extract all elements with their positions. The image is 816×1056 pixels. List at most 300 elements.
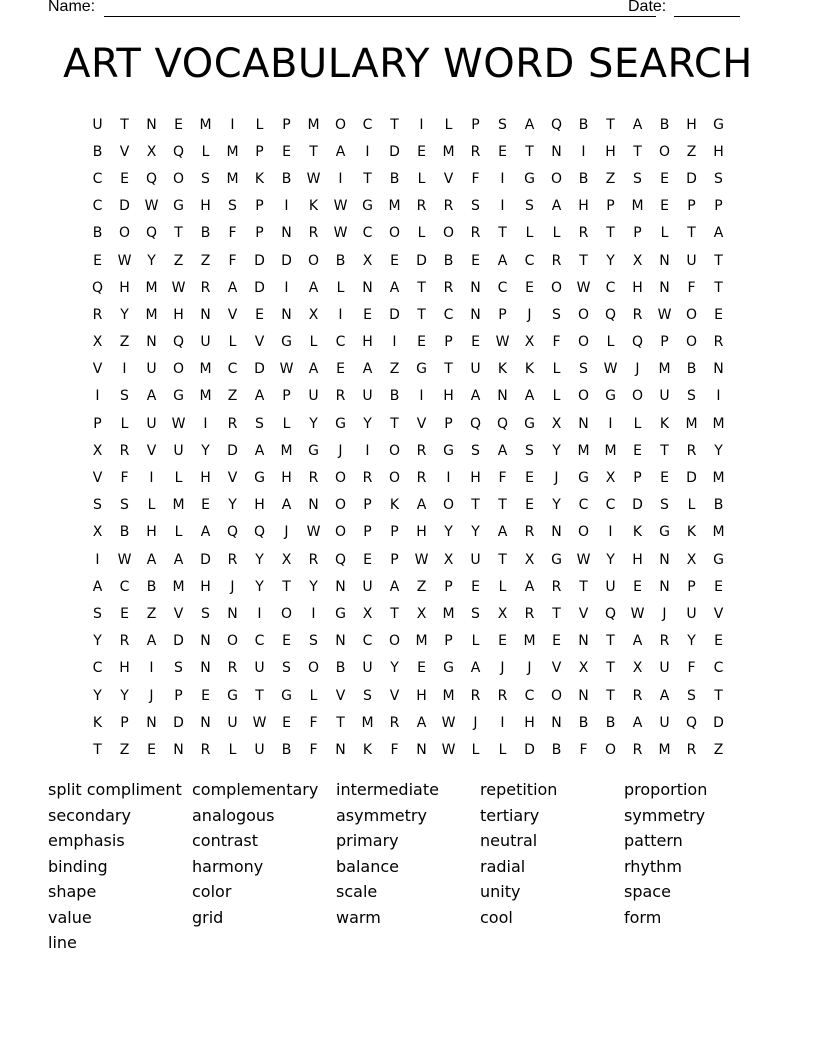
word-list-item: line: [48, 933, 77, 952]
grid-letter: T: [417, 306, 426, 323]
grid-letter: Y: [552, 497, 561, 514]
grid-letter: B: [389, 170, 400, 187]
grid-letter: C: [605, 279, 616, 296]
grid-letter: P: [444, 633, 453, 650]
grid-letter: E: [633, 578, 642, 595]
grid-letter: Z: [200, 252, 211, 269]
grid-letter: X: [686, 551, 697, 568]
grid-letter: N: [200, 633, 211, 650]
grid-letter: P: [363, 497, 372, 514]
grid-letter: S: [282, 660, 291, 677]
grid-letter: O: [172, 361, 185, 378]
grid-letter: W: [414, 551, 429, 568]
grid-letter: B: [578, 714, 589, 731]
grid-letter: N: [578, 687, 589, 704]
grid-letter: W: [576, 279, 591, 296]
grid-letter: E: [147, 741, 156, 758]
grid-letter: A: [524, 578, 535, 595]
grid-letter: G: [713, 116, 724, 133]
grid-letter: T: [93, 741, 102, 758]
grid-letter: Q: [496, 415, 509, 432]
grid-letter: A: [308, 361, 319, 378]
grid-letter: Q: [604, 605, 617, 622]
date-label: Date:: [628, 0, 667, 15]
grid-letter: V: [92, 361, 103, 378]
grid-letter: Y: [255, 551, 264, 568]
grid-letter: K: [686, 524, 697, 541]
grid-letter: N: [335, 633, 346, 650]
grid-letter: R: [119, 442, 130, 459]
grid-letter: O: [550, 687, 563, 704]
word-list-item: symmetry: [624, 805, 706, 825]
grid-letter: I: [203, 415, 208, 432]
grid-letter: O: [577, 524, 590, 541]
grid-letter: T: [363, 170, 372, 187]
grid-letter: X: [362, 252, 373, 269]
grid-letter: V: [92, 470, 103, 487]
grid-letter: F: [309, 741, 318, 758]
grid-letter: A: [308, 279, 319, 296]
grid-letter: N: [578, 415, 589, 432]
grid-letter: G: [335, 605, 346, 622]
grid-letter: N: [659, 279, 670, 296]
grid-letter: I: [500, 198, 505, 215]
grid-letter: G: [551, 551, 562, 568]
grid-letter: M: [199, 116, 212, 133]
grid-letter: R: [389, 714, 400, 731]
grid-letter: O: [550, 279, 563, 296]
grid-letter: M: [361, 714, 374, 731]
grid-letter: S: [201, 605, 210, 622]
grid-letter: O: [334, 116, 347, 133]
grid-letter: Z: [686, 143, 697, 160]
grid-letter: R: [686, 442, 697, 459]
grid-letter: C: [524, 252, 535, 269]
grid-letter: E: [336, 361, 345, 378]
grid-letter: B: [335, 252, 346, 269]
grid-letter: T: [444, 361, 453, 378]
word-list: [48, 777, 768, 956]
grid-letter: T: [714, 687, 723, 704]
grid-letter: E: [552, 633, 561, 650]
grid-letter: K: [389, 497, 400, 514]
grid-letter: S: [471, 605, 480, 622]
grid-letter: I: [608, 415, 613, 432]
grid-letter: B: [686, 361, 697, 378]
grid-letter: H: [416, 524, 427, 541]
grid-letter: H: [470, 470, 481, 487]
grid-letter: W: [117, 252, 132, 269]
grid-letter: I: [230, 116, 235, 133]
grid-letter: W: [603, 361, 618, 378]
grid-letter: C: [362, 116, 373, 133]
grid-letter: O: [334, 524, 347, 541]
grid-letter: T: [471, 497, 480, 514]
grid-letter: N: [578, 633, 589, 650]
grid-letter: Z: [605, 170, 616, 187]
grid-letter: E: [417, 334, 426, 351]
grid-letter: L: [174, 470, 183, 487]
grid-letter: R: [416, 470, 427, 487]
grid-letter: E: [633, 442, 642, 459]
grid-letter: M: [712, 524, 725, 541]
grid-letter: S: [687, 687, 696, 704]
grid-letter: Z: [119, 334, 130, 351]
grid-letter: V: [389, 687, 400, 704]
grid-letter: Y: [444, 524, 453, 541]
word-list-item: cool: [480, 907, 513, 927]
grid-letter: E: [120, 605, 129, 622]
grid-letter: A: [335, 143, 346, 160]
grid-letter: U: [470, 361, 481, 378]
word-list-item: scale: [336, 882, 378, 901]
grid-letter: J: [554, 470, 559, 487]
grid-letter: I: [446, 470, 451, 487]
grid-letter: M: [307, 116, 320, 133]
grid-letter: R: [524, 524, 535, 541]
grid-letter: E: [282, 633, 291, 650]
grid-letter: O: [442, 497, 455, 514]
grid-letter: H: [146, 524, 157, 541]
word-list-item: grid: [192, 907, 224, 927]
grid-letter: A: [524, 116, 535, 133]
grid-letter: P: [606, 198, 615, 215]
grid-letter: R: [200, 741, 211, 758]
grid-letter: G: [281, 687, 292, 704]
grid-letter: D: [281, 252, 292, 269]
grid-letter: Z: [146, 605, 157, 622]
grid-letter: K: [632, 524, 643, 541]
word-list-item: pattern: [624, 831, 683, 850]
grid-letter: C: [497, 279, 508, 296]
grid-letter: P: [471, 116, 480, 133]
grid-letter: W: [117, 551, 132, 568]
grid-letter: M: [172, 497, 185, 514]
grid-letter: V: [713, 605, 724, 622]
grid-letter: P: [390, 551, 399, 568]
grid-letter: T: [255, 687, 264, 704]
grid-letter: Y: [309, 578, 318, 595]
grid-letter: P: [633, 470, 642, 487]
grid-letter: I: [95, 551, 100, 568]
grid-letter: M: [172, 578, 185, 595]
grid-letter: I: [500, 170, 505, 187]
grid-letter: M: [226, 143, 239, 160]
grid-letter: S: [309, 633, 318, 650]
grid-letter: E: [471, 252, 480, 269]
word-list-item: proportion: [624, 780, 708, 799]
grid-letter: W: [171, 415, 186, 432]
grid-letter: E: [363, 306, 372, 323]
grid-letter: X: [632, 252, 643, 269]
grid-letter: Z: [713, 741, 724, 758]
grid-letter: R: [524, 605, 535, 622]
grid-letter: A: [632, 714, 643, 731]
grid-letter: W: [576, 551, 591, 568]
grid-letter: O: [307, 252, 320, 269]
grid-letter: Y: [93, 633, 102, 650]
grid-letter: V: [416, 415, 427, 432]
grid-letter: O: [604, 741, 617, 758]
word-list-item: secondary: [48, 805, 131, 825]
grid-letter: S: [228, 198, 237, 215]
word-list-item: value: [48, 907, 92, 927]
grid-letter: D: [173, 633, 184, 650]
grid-letter: H: [686, 116, 697, 133]
grid-letter: I: [419, 388, 424, 405]
grid-letter: C: [443, 306, 454, 323]
grid-letter: W: [279, 361, 294, 378]
grid-letter: K: [497, 361, 508, 378]
grid-letter: R: [335, 388, 346, 405]
grid-letter: N: [281, 225, 292, 242]
grid-letter: U: [659, 714, 670, 731]
grid-letter: B: [200, 225, 211, 242]
grid-letter: D: [416, 252, 427, 269]
grid-letter: B: [578, 116, 589, 133]
grid-letter: L: [309, 687, 318, 704]
grid-letter: E: [498, 143, 507, 160]
grid-letter: M: [388, 198, 401, 215]
grid-letter: L: [687, 497, 696, 514]
grid-letter: S: [687, 388, 696, 405]
grid-letter: L: [471, 633, 480, 650]
grid-letter: U: [659, 660, 670, 677]
page-title: ART VOCABULARY WORD SEARCH: [63, 41, 753, 87]
grid-letter: X: [497, 605, 508, 622]
grid-letter: J: [635, 361, 640, 378]
grid-letter: R: [443, 198, 454, 215]
grid-letter: R: [686, 741, 697, 758]
grid-letter: M: [631, 198, 644, 215]
grid-letter: V: [551, 660, 562, 677]
grid-letter: A: [524, 388, 535, 405]
grid-letter: Q: [604, 306, 617, 323]
grid-letter: D: [254, 361, 265, 378]
grid-letter: A: [632, 116, 643, 133]
grid-letter: O: [631, 388, 644, 405]
grid-letter: Q: [172, 334, 185, 351]
grid-letter: O: [577, 306, 590, 323]
grid-letter: E: [282, 143, 291, 160]
grid-letter: U: [362, 388, 373, 405]
grid-letter: X: [524, 551, 535, 568]
grid-letter: Z: [119, 741, 130, 758]
grid-letter: R: [416, 198, 427, 215]
grid-letter: C: [119, 578, 130, 595]
grid-letter: G: [659, 524, 670, 541]
grid-letter: O: [577, 334, 590, 351]
grid-letter: F: [228, 225, 237, 242]
grid-letter: A: [497, 252, 508, 269]
grid-letter: H: [443, 388, 454, 405]
grid-letter: Q: [631, 334, 644, 351]
grid-letter: V: [578, 605, 589, 622]
grid-letter: E: [201, 687, 210, 704]
grid-letter: H: [578, 198, 589, 215]
grid-letter: T: [498, 225, 507, 242]
grid-letter: A: [470, 388, 481, 405]
grid-letter: N: [659, 252, 670, 269]
grid-letter: R: [416, 442, 427, 459]
grid-letter: B: [281, 170, 292, 187]
grid-letter: W: [333, 225, 348, 242]
grid-letter: O: [550, 170, 563, 187]
grid-letter: X: [146, 143, 157, 160]
grid-letter: R: [443, 279, 454, 296]
grid-letter: T: [660, 442, 669, 459]
grid-letter: M: [523, 633, 536, 650]
grid-letter: L: [471, 741, 480, 758]
word-list-item: intermediate: [336, 780, 439, 799]
grid-letter: D: [524, 741, 535, 758]
grid-letter: G: [254, 470, 265, 487]
grid-letter: A: [416, 714, 427, 731]
grid-letter: M: [604, 442, 617, 459]
grid-letter: F: [687, 279, 696, 296]
word-list-item: emphasis: [48, 831, 125, 850]
grid-letter: D: [119, 198, 130, 215]
grid-letter: N: [551, 714, 562, 731]
grid-letter: B: [443, 252, 454, 269]
grid-letter: K: [524, 361, 535, 378]
grid-letter: G: [524, 170, 535, 187]
grid-letter: D: [686, 170, 697, 187]
grid-letter: U: [254, 660, 265, 677]
grid-letter: P: [390, 524, 399, 541]
grid-letter: Y: [147, 252, 156, 269]
grid-letter: R: [713, 334, 724, 351]
grid-letter: N: [281, 306, 292, 323]
grid-letter: N: [551, 524, 562, 541]
grid-letter: E: [120, 170, 129, 187]
grid-letter: F: [390, 741, 399, 758]
grid-letter: A: [497, 442, 508, 459]
grid-letter: Y: [255, 578, 264, 595]
word-list-item: binding: [48, 856, 108, 876]
grid-letter: T: [498, 497, 507, 514]
grid-letter: A: [389, 279, 400, 296]
grid-letter: H: [119, 279, 130, 296]
grid-letter: O: [280, 605, 293, 622]
grid-letter: F: [309, 714, 318, 731]
grid-letter: Y: [201, 442, 210, 459]
grid-letter: H: [254, 497, 265, 514]
grid-letter: Q: [469, 415, 482, 432]
word-list-item: warm: [336, 907, 381, 927]
grid-letter: R: [551, 252, 562, 269]
grid-letter: F: [228, 252, 237, 269]
name-blank: [104, 16, 656, 17]
grid-letter: Q: [226, 524, 239, 541]
grid-letter: A: [146, 633, 157, 650]
grid-letter: K: [308, 198, 319, 215]
grid-letter: T: [714, 279, 723, 296]
grid-letter: E: [714, 306, 723, 323]
grid-letter: N: [335, 578, 346, 595]
grid-letter: S: [660, 497, 669, 514]
grid-letter: W: [441, 741, 456, 758]
grid-letter: X: [443, 551, 454, 568]
grid-letter: A: [92, 578, 103, 595]
grid-letter: M: [442, 605, 455, 622]
grid-letter: T: [606, 116, 615, 133]
grid-letter: S: [579, 361, 588, 378]
grid-letter: E: [714, 633, 723, 650]
grid-letter: B: [92, 225, 103, 242]
grid-letter: Q: [172, 143, 185, 160]
grid-letter: A: [227, 279, 238, 296]
grid-letter: D: [389, 143, 400, 160]
grid-letter: A: [416, 497, 427, 514]
grid-letter: C: [713, 660, 724, 677]
grid-letter: I: [608, 524, 613, 541]
grid-letter: L: [498, 741, 507, 758]
grid-letter: N: [659, 551, 670, 568]
grid-letter: L: [552, 388, 561, 405]
word-list-item: complementary: [192, 780, 319, 799]
grid-letter: L: [552, 225, 561, 242]
grid-letter: I: [338, 306, 343, 323]
grid-letter: B: [389, 388, 400, 405]
grid-letter: G: [281, 334, 292, 351]
grid-letter: S: [174, 660, 183, 677]
grid-letter: A: [632, 633, 643, 650]
grid-letter: J: [500, 660, 505, 677]
word-list-item: split compliment: [48, 780, 182, 799]
grid-letter: U: [200, 334, 211, 351]
grid-letter: N: [497, 388, 508, 405]
grid-letter: N: [200, 306, 211, 323]
grid-letter: D: [254, 279, 265, 296]
grid-letter: G: [443, 442, 454, 459]
grid-letter: M: [145, 279, 158, 296]
word-list-item: neutral: [480, 831, 538, 850]
grid-letter: L: [498, 578, 507, 595]
grid-letter: S: [525, 198, 534, 215]
grid-letter: I: [419, 116, 424, 133]
grid-letter: N: [713, 361, 724, 378]
grid-letter: A: [254, 442, 265, 459]
grid-letter: A: [659, 687, 670, 704]
grid-letter: H: [200, 470, 211, 487]
grid-letter: V: [227, 470, 238, 487]
grid-letter: Y: [228, 497, 237, 514]
grid-letter: D: [686, 470, 697, 487]
grid-letter: J: [527, 306, 532, 323]
grid-letter: W: [495, 334, 510, 351]
grid-letter: S: [255, 415, 264, 432]
grid-letter: T: [579, 252, 588, 269]
grid-letter: O: [577, 388, 590, 405]
grid-letter: G: [173, 388, 184, 405]
grid-letter: K: [362, 741, 373, 758]
grid-letter: F: [471, 170, 480, 187]
grid-letter: B: [551, 741, 562, 758]
grid-letter: I: [284, 279, 289, 296]
grid-letter: S: [471, 198, 480, 215]
grid-letter: L: [417, 225, 426, 242]
grid-letter: F: [498, 470, 507, 487]
grid-letter: M: [415, 633, 428, 650]
grid-letter: I: [365, 442, 370, 459]
grid-letter: L: [444, 116, 453, 133]
grid-letter: I: [392, 334, 397, 351]
grid-letter: E: [390, 252, 399, 269]
grid-letter: I: [149, 470, 154, 487]
grid-letter: P: [444, 415, 453, 432]
grid-letter: R: [470, 143, 481, 160]
